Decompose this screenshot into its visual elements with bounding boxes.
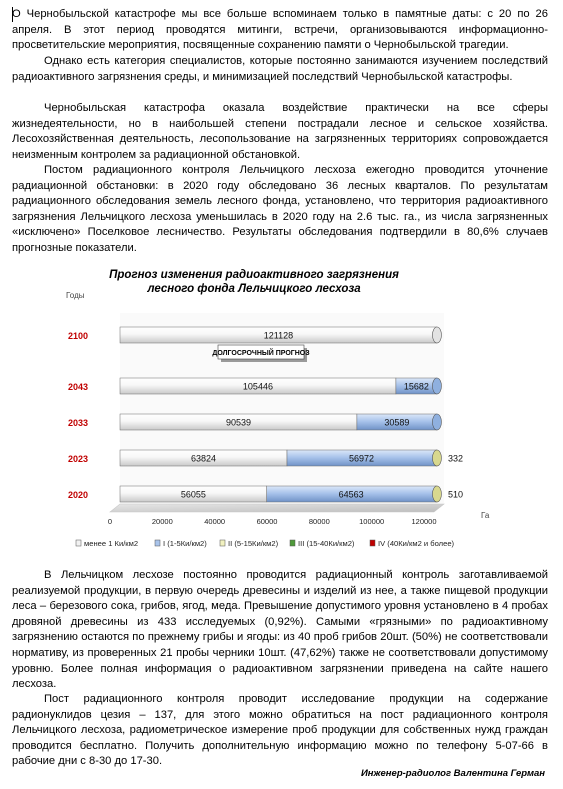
legend-swatch [76,540,81,546]
data-label: 105446 [242,381,273,392]
y-tick-label: 2033 [67,418,88,428]
y-tick-label: 2100 [67,331,88,341]
data-label: 56055 [180,489,206,500]
data-label: 121128 [263,330,294,341]
legend-label: менее 1 Ки/км2 [84,539,139,548]
legend-label: III (15-40Ки/км2) [298,539,355,548]
forecast-chart [58,260,504,560]
legend-swatch [290,540,295,546]
data-label: 15682 [403,381,429,392]
paragraph-6: Пост радиационного контроля проводит исследование продукции на содержание радионуклидов цезия – 137, для этого можно обратиться на пост радиационного контроля Лельчицкого лесхоза, радиометрическое измерение проб продукции для собственных нужд граждан проводится бесплатно. Получить дополнительную информацию можно по телефону 5-07-66 в рабочие дни с 8-30 до 17-30. [12,693,548,768]
legend-label: IV (40Ки/км2 и более) [378,539,455,548]
y-tick-label: 2043 [67,382,88,392]
data-label: 56972 [349,453,375,464]
y-tick-label: 2023 [67,454,88,464]
plot-floor [110,504,444,512]
legend-swatch [155,540,160,546]
x-tick-label: 0 [107,517,113,526]
chart-title-line2: лесного фонда Лельчицкого лесхоза [147,283,361,295]
legend-label: II (5-15Ки/км2) [228,539,279,548]
paragraph-1: О Чернобыльской катастрофе мы все больше вспоминаем только в памятные даты: с 20 по 26 апреля. В этот период проводятся митинги, встречи, организовываются информационно-просветительские мероприятия, посвященные сохранению памяти о Чернобыльской трагедии. [12,8,548,52]
x-tick-label: 60000 [256,517,278,526]
paragraph-3: Чернобыльская катастрофа оказала воздействие практически на все сферы жизнедеятельности, но в наибольшей степени пострадали лесное и сельское хозяйства. Лесохозяйственная деятельность, лесопользование на загрязненных территориях сопровождается неизменным контролем за радиационной обстановкой. [12,102,548,161]
data-label: 63824 [190,453,217,464]
chart-title-line1: Прогноз изменения радиоактивного загрязнения [109,269,399,281]
legend-swatch [220,540,225,546]
annotation-text: ДОЛГОСРОЧНЫЙ ПРОГНОЗ [212,350,310,357]
bar-cap [432,414,441,430]
y-tick-label: 2020 [67,490,88,500]
paragraph-5: В Лельчицком лесхозе постоянно проводится радиационный контроль заготавливаемой реализуемой продукции, в первую очередь древесины и изделий из нее, а также пищевой продукции леса – березового сока, грибов, ягод, меда. Превышение допустимого уровня установлено в 4 пробах дровяной древесины из 433 исследуемых (0,92%). Самыми «грязными» по радиоактивному загрязнению остаются по прежнему грибы и ягоды: из 40 проб грибов 20шт. (50%) не соответствовали нормативу, из проверенных 21 пробы черники 10шт. (47,62%) также не соответствовали допустимому уровню. Более полная информация о радиоактивном загрязнении приведена на сайте нашего лесхоза. [12,569,548,691]
chart-legend [76,539,455,548]
plot-area [68,313,463,526]
data-label: 510 [447,489,463,500]
bar-cap [432,486,441,502]
signature: Инженер-радиолог Валентина Герман [360,768,545,779]
bar-cap [432,378,441,394]
x-tick-label: 80000 [308,517,330,526]
x-tick-label: 100000 [359,517,385,526]
data-label: 64563 [338,489,364,500]
data-label: 90539 [225,417,251,428]
legend-swatch [370,540,375,546]
paragraph-4: Постом радиационного контроля Лельчицкого лесхоза ежегодно проводится уточнение радиационной обстановки: в 2020 году обследовано 36 лесных кварталов. По результатам радиационного обследования земель лесного фонда, установлено, что территория радиоактивного загрязнения Лельчицкого лесхоза уменьшилась в 2020 году на 2.6 тыс. га., из числа загрязненных «исключено» Поселковое лесничество. Результаты обследования подтвердили в 80,6% случаев прогнозные показатели. [12,164,548,254]
paragraph-2: Однако есть категория специалистов, которые постоянно занимаются изучением последствий радиоактивного загрязнения среды, и минимизацией последствий Чернобыльской катастрофы. [12,55,548,83]
bar-cap [432,450,441,466]
bar-cap [432,327,441,343]
data-label: 332 [447,453,463,464]
x-axis-label: Га [481,511,490,520]
x-tick-label: 120000 [411,517,437,526]
legend-label: I (1-5Ки/км2) [163,539,207,548]
y-axis-label: Годы [66,291,85,300]
x-tick-label: 40000 [204,517,226,526]
data-label: 30589 [384,417,410,428]
x-tick-label: 20000 [151,517,173,526]
chart-svg [58,260,504,560]
